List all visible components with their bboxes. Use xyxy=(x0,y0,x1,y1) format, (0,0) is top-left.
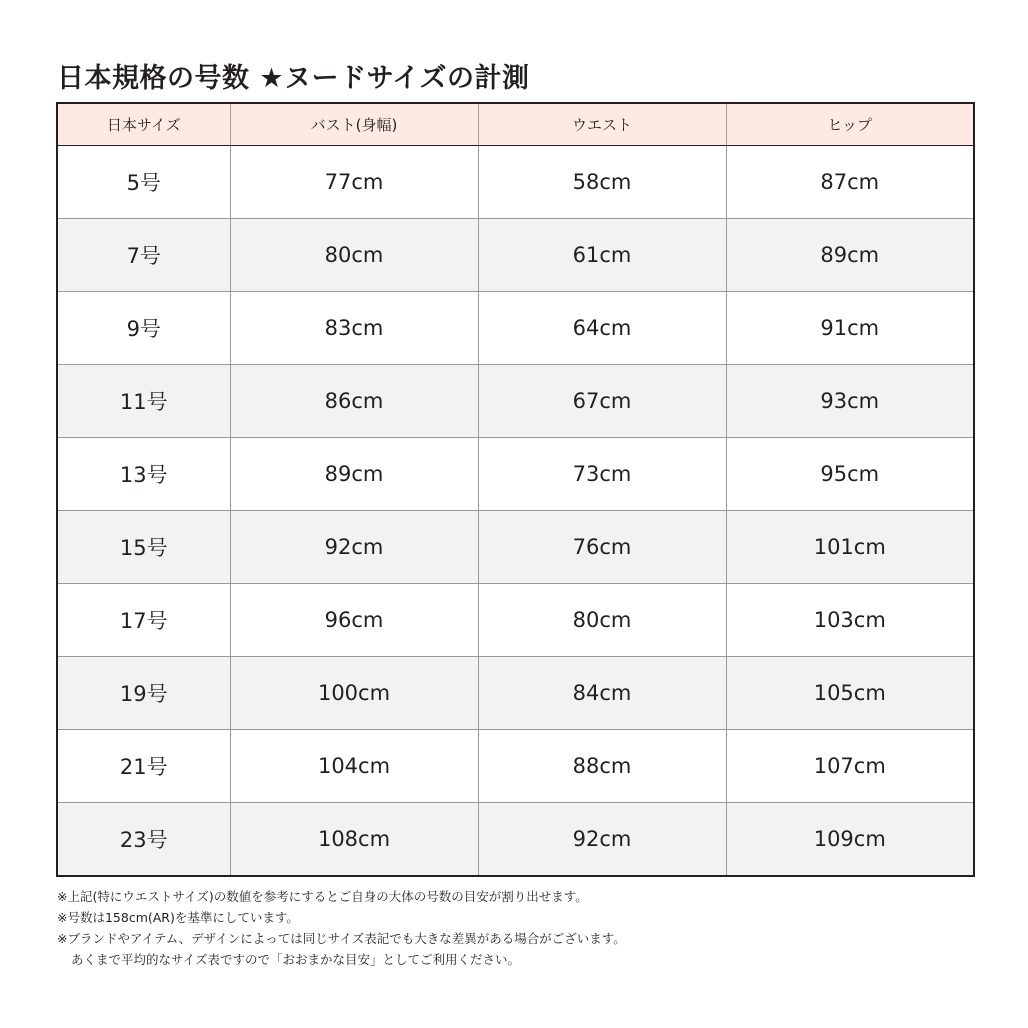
header-bust: バスト(身幅) xyxy=(230,103,478,146)
cell-hip: 93cm xyxy=(726,365,974,438)
cell-hip: 101cm xyxy=(726,511,974,584)
footnote: あくまで平均的なサイズ表ですので「おおまかな目安」としてご利用ください。 xyxy=(71,952,521,967)
cell-size: 5号 xyxy=(126,171,161,195)
cell-waist: 73cm xyxy=(478,438,726,511)
cell-bust: 100cm xyxy=(230,657,478,730)
table-row xyxy=(57,146,974,219)
cell-size: 11号 xyxy=(57,365,230,438)
cell-size: 23号 xyxy=(57,803,230,876)
cell-size: 15号 xyxy=(57,511,230,584)
table-header-row xyxy=(57,103,974,146)
footnote: ※ブランドやアイテム、デザインによっては同じサイズ表記でも大きな差異がある場合がございます。 xyxy=(57,931,626,946)
footnote: ※上記(特にウエストサイズ)の数値を参考にするとご自身の大体の号数の目安が割り出せます。 xyxy=(57,889,588,904)
cell-waist: 58cm xyxy=(478,146,726,219)
cell-size: 9号 xyxy=(57,292,230,365)
table-row xyxy=(57,803,974,876)
table-row xyxy=(57,730,974,803)
cell-hip: 105cm xyxy=(726,657,974,730)
cell-bust: 96cm xyxy=(230,584,478,657)
table-row xyxy=(57,292,974,365)
cell-hip: 91cm xyxy=(726,292,974,365)
cell-bust: 104cm xyxy=(230,730,478,803)
cell-size: 19号 xyxy=(57,657,230,730)
table-row xyxy=(57,584,974,657)
cell-waist: 92cm xyxy=(478,803,726,876)
header-japan-size: 日本サイズ xyxy=(57,103,230,146)
table-row xyxy=(57,219,974,292)
table-row xyxy=(57,657,974,730)
cell-size: 17号 xyxy=(57,584,230,657)
table-row xyxy=(57,365,974,438)
header-waist: ウエスト xyxy=(478,103,726,146)
table-row xyxy=(57,438,974,511)
cell-bust: 80cm xyxy=(230,219,478,292)
cell-bust: 92cm xyxy=(230,511,478,584)
cell-bust: 86cm xyxy=(230,365,478,438)
cell-waist: 61cm xyxy=(478,219,726,292)
page-title: 日本規格の号数 ★ヌードサイズの計測 xyxy=(57,63,530,94)
header-hip: ヒップ xyxy=(726,103,974,146)
footnotes xyxy=(57,886,626,970)
cell-hip: 89cm xyxy=(726,219,974,292)
cell-hip: 95cm xyxy=(726,438,974,511)
cell-waist: 64cm xyxy=(478,292,726,365)
size-chart-table xyxy=(56,102,975,877)
cell-size: 7号 xyxy=(57,219,230,292)
cell-bust: 89cm xyxy=(230,438,478,511)
cell-hip: 107cm xyxy=(726,730,974,803)
cell-bust: 108cm xyxy=(230,803,478,876)
cell-waist: 76cm xyxy=(478,511,726,584)
cell-waist: 67cm xyxy=(478,365,726,438)
cell-waist: 80cm xyxy=(478,584,726,657)
cell-hip: 103cm xyxy=(726,584,974,657)
cell-hip: 109cm xyxy=(726,803,974,876)
cell-size: 21号 xyxy=(57,730,230,803)
footnote: ※号数は158cm(AR)を基準にしています。 xyxy=(57,910,299,925)
cell-bust: 77cm xyxy=(230,146,478,219)
table-row xyxy=(57,511,974,584)
cell-size: 13号 xyxy=(57,438,230,511)
cell-hip: 87cm xyxy=(726,146,974,219)
cell-bust: 83cm xyxy=(230,292,478,365)
cell-waist: 88cm xyxy=(478,730,726,803)
cell-waist: 84cm xyxy=(478,657,726,730)
